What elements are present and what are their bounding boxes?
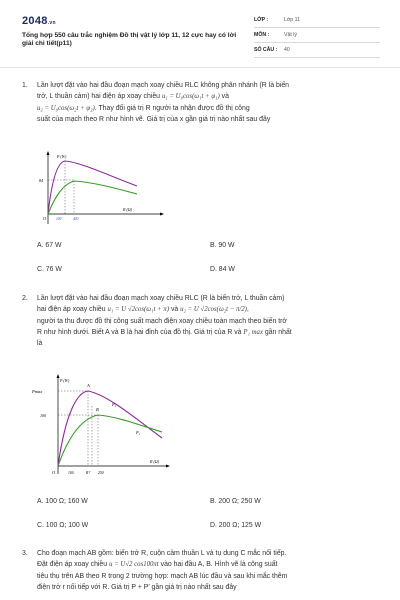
- document-header: [0, 0, 400, 64]
- document-meta: [254, 15, 380, 60]
- curve-p1: [58, 415, 162, 466]
- site-logo[interactable]: 2048.vn: [22, 15, 56, 27]
- question-number: 1.: [22, 82, 28, 89]
- q2-option-c[interactable]: C. 100 Ω; 100 W: [37, 522, 89, 529]
- x-tick-1: 100: [56, 217, 62, 221]
- q2-option-d[interactable]: D. 200 Ω; 125 W: [210, 522, 262, 529]
- question-number: 3.: [22, 550, 28, 557]
- y-pmax-label: Pmax: [32, 389, 43, 394]
- series-p1-label: P₁: [136, 430, 141, 435]
- x-tick-1: 100: [68, 471, 74, 475]
- header-divider: [0, 67, 400, 68]
- meta-class: LỚP : Lớp 11: [254, 15, 380, 28]
- q2-option-a[interactable]: A. 100 Ω; 160 W: [37, 498, 88, 505]
- q2-option-b[interactable]: B. 200 Ω; 250 W: [210, 498, 261, 505]
- y-tick: 84: [39, 178, 43, 183]
- origin-label: O: [43, 216, 47, 221]
- x-axis-label: R (Ω): [123, 207, 132, 212]
- x-axis-label: R (Ω): [150, 459, 159, 464]
- q1-power-graph: [30, 148, 165, 235]
- q2-power-graph: [30, 370, 170, 490]
- peak-a-label: A: [87, 383, 90, 388]
- origin-label: O: [52, 470, 56, 475]
- x-tick-2: 400: [73, 217, 79, 221]
- meta-count: SỐ CÂU : 40: [254, 45, 380, 58]
- series-p2-label: P₂: [112, 402, 117, 407]
- question-text: Lần lượt đặt vào hai đầu đoạn mạch xoay chiều RLC (R là biến trở, L thuần cảm) hai điện áp xoay chiều u₁ = U √2cos(ω₁t + π) và u₂ = U √2cos(ω₂t − π/2), người ta thu được đồ thị công suất mạch điện xoay chiều toàn mạch theo biến trở R như hình dưới. Biết A và B là hai đỉnh của đồ thị. Giá trị của R và P₁ max gần nhất là: [37, 295, 292, 348]
- q1-option-a[interactable]: A. 67 W: [37, 242, 62, 249]
- meta-subject: MÔN : Vật lý: [254, 30, 380, 43]
- y-tick: 100: [40, 413, 46, 418]
- q1-option-b[interactable]: B. 90 W: [210, 242, 235, 249]
- question-text: Cho đoạn mạch AB gồm: biến trở R, cuộn cảm thuần L và tụ dung C mắc nối tiếp. Đặt điện áp xoay chiều u = U√2 cos100πt vào hai đầu A, B. Hình vẽ là công suất tiêu thụ trên AB theo R trong 2 trường hợp: mạch AB lúc đầu và sau khi mắc thêm điện trở r nối tiếp với R. Giá trị P + P′ gần giá trị nào nhất sau đây: [37, 550, 288, 591]
- x-tick-2: R?: [86, 471, 91, 475]
- curve-p2: [58, 391, 162, 466]
- y-axis-label: P (W): [57, 154, 67, 159]
- document-title: Tổng hợp 550 câu trắc nghiệm Đồ thị vật lý lớp 11, 12 cực hay có lời giải chi tiết(p11): [22, 32, 237, 48]
- q1-option-c[interactable]: C. 76 W: [37, 266, 62, 273]
- x-tick-3: 250: [98, 471, 104, 475]
- question-text: Lần lượt đặt vào hai đầu đoạn mạch xoay chiều RLC không phân nhánh (R là biến trở, L thuần cảm) hai điện áp xoay chiều u₁ = U₀cos(ω₁t + φ₁) và u₂ = U₀cos(ω₂t + φ₂). Thay đổi giá trị R người ta nhận được đồ thị công suất của mạch theo R như hình vẽ. Giá trị của x gần giá trị nào nhất sau đây: [37, 82, 290, 123]
- peak-b-label: B: [96, 407, 99, 412]
- y-axis-label: P (W): [60, 378, 70, 383]
- question-number: 2.: [22, 295, 28, 302]
- q1-option-d[interactable]: D. 84 W: [210, 266, 235, 273]
